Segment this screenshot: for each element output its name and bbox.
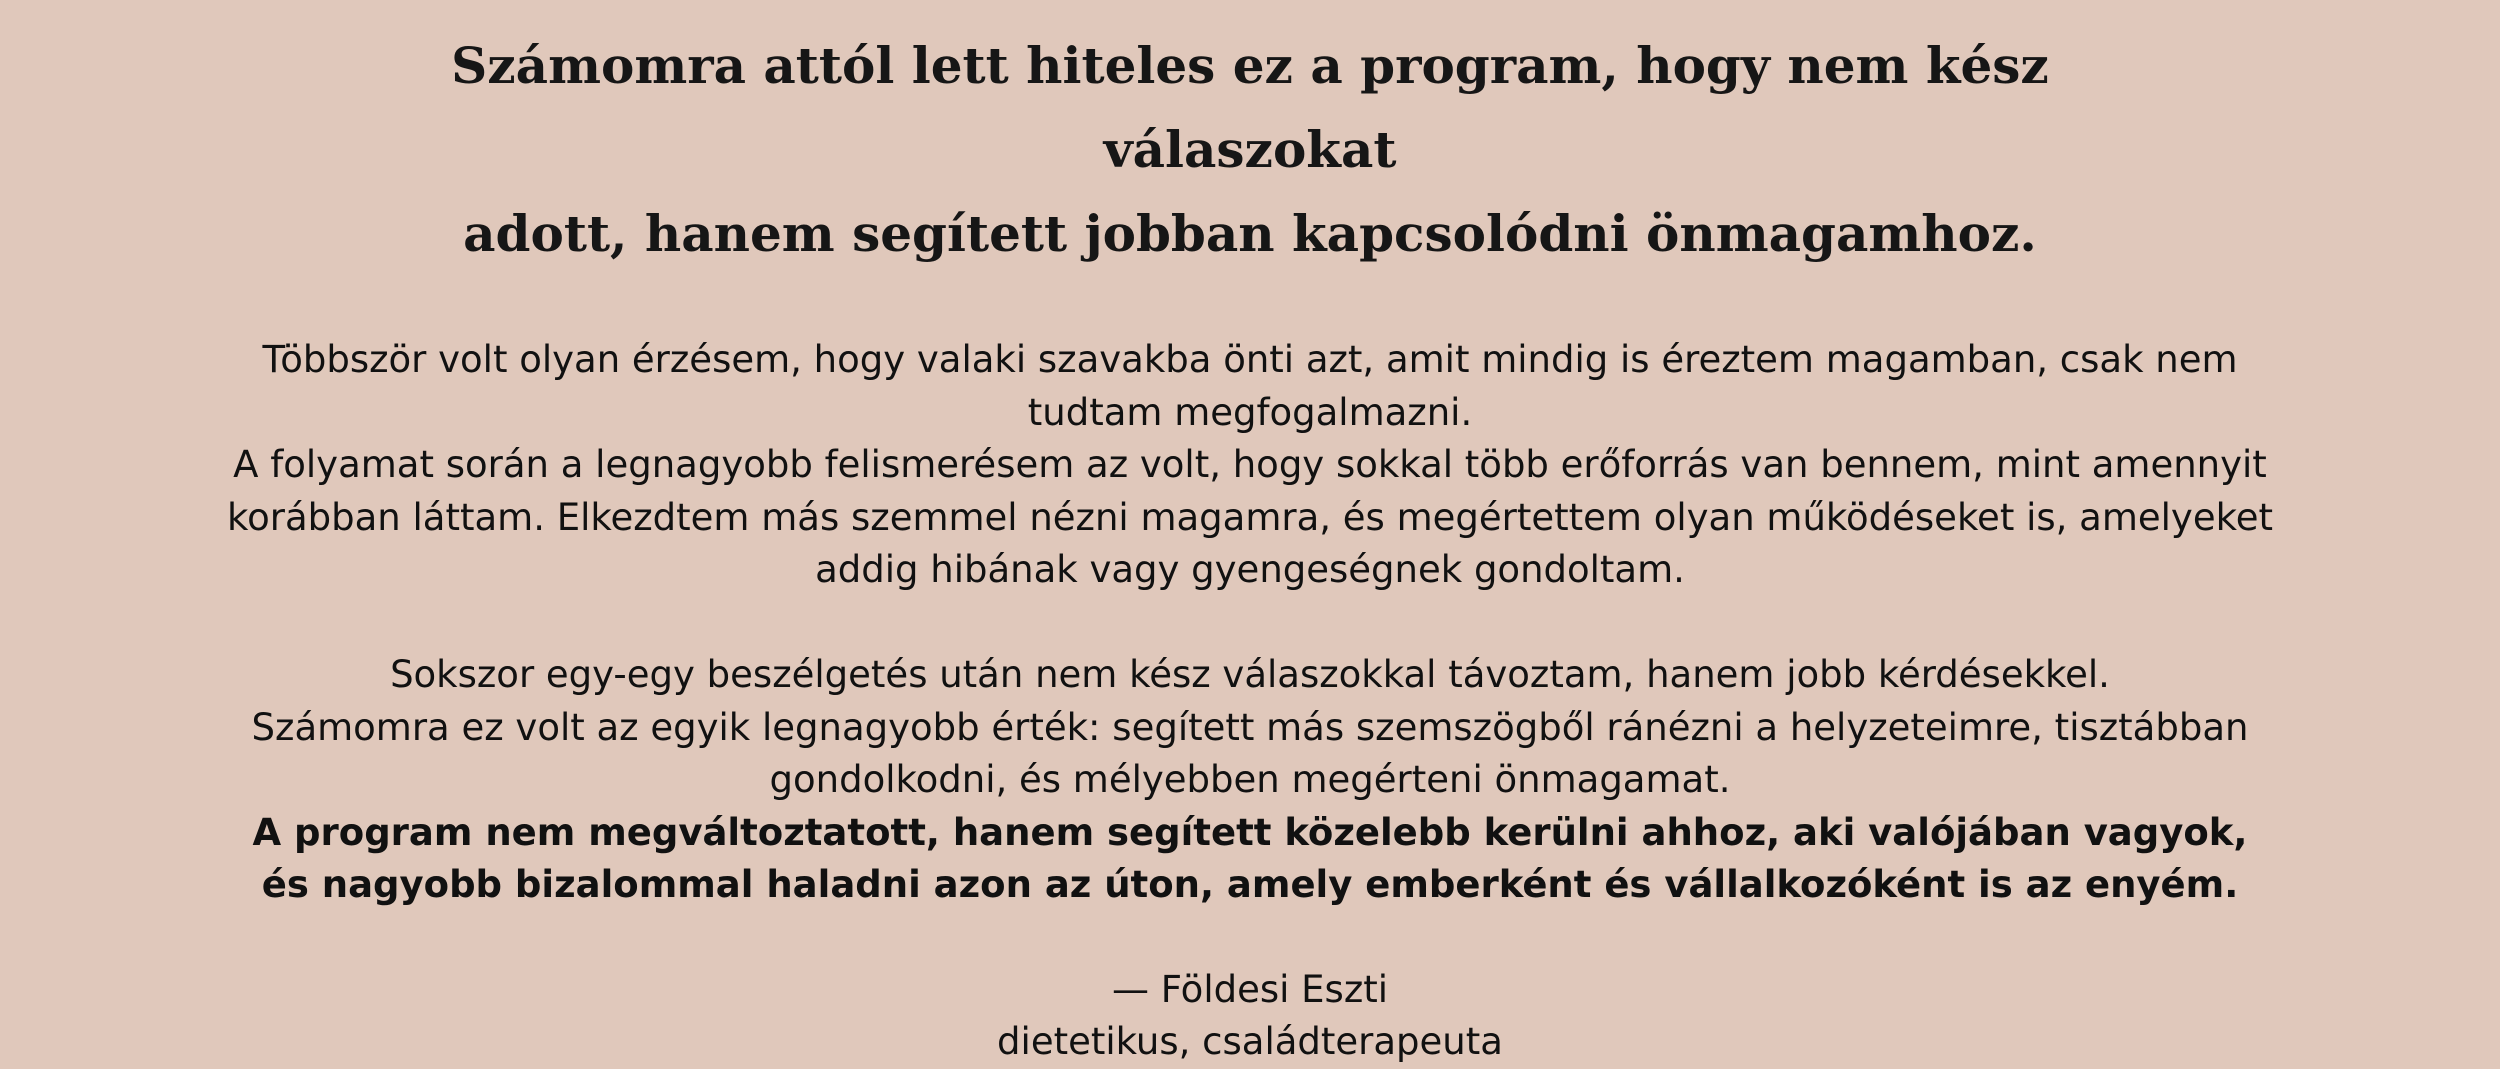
- testimonial-headline: [300, 24, 2200, 276]
- body-paragraph-2: A folyamat során a legnagyobb felismerésem az volt, hogy sokkal több erőforrás van bennem, mint amennyit korábban láttam. Elkezdtem más szemmel nézni magamra, és megértettem olyan működéseket is, amelyeket addig hibának vagy gyengeségnek gondoltam.: [227, 443, 2273, 591]
- testimonial-signature: [0, 964, 2500, 1069]
- body-paragraph-3: Sokszor egy-egy beszélgetés után nem kész válaszokkal távoztam, hanem jobb kérdésekkel.: [390, 653, 2110, 696]
- body-paragraph-highlight: A program nem megváltoztatott, hanem segített közelebb kerülni ahhoz, aki valójában vagyok, és nagyobb bizalommal haladni azon az úton, amely emberként és vállalkozóként is az enyém.: [252, 810, 2248, 906]
- headline-line-1: Számomra attól lett hiteles ez a program, hogy nem kész válaszokat: [451, 36, 2049, 179]
- paragraph-gap: [225, 597, 2275, 650]
- body-paragraph-1: Többször volt olyan érzésem, hogy valaki szavakba önti azt, amit mindig is éreztem magamban, csak nem tudtam megfogalmazni.: [262, 338, 2238, 434]
- headline-line-2: adott, hanem segített jobban kapcsolódni önmagamhoz.: [463, 204, 2037, 263]
- body-paragraph-4: Számomra ez volt az egyik legnagyobb érték: segített más szemszögből ránézni a helyzeteimre, tisztábban gondolkodni, és mélyebben megérteni önmagamat.: [251, 705, 2249, 801]
- testimonial-body: [225, 334, 2275, 912]
- author-role: dietetikus, családterapeuta: [997, 1020, 1503, 1063]
- author-name: — Földesi Eszti: [1111, 967, 1389, 1011]
